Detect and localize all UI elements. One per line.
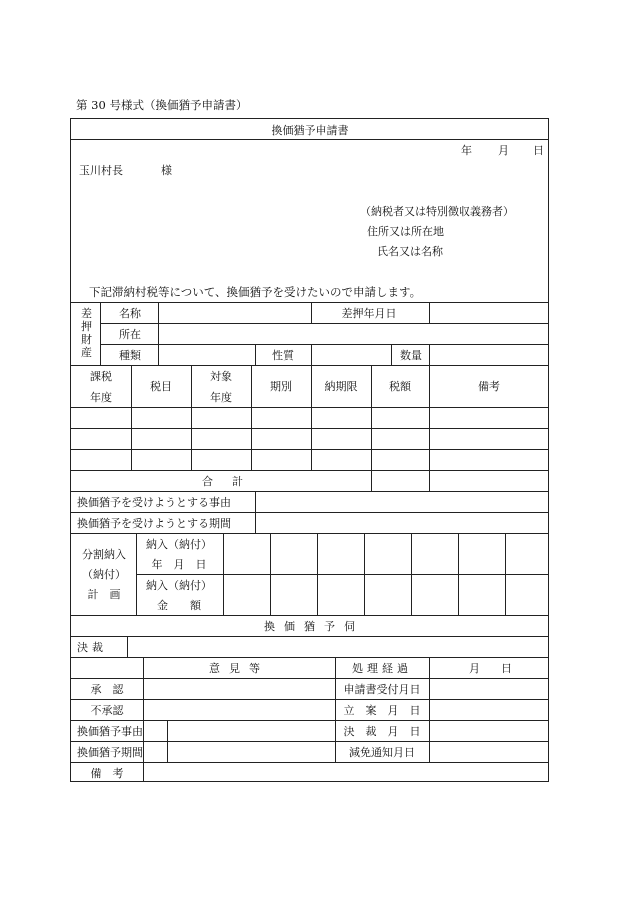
property-kind-label: 種類 xyxy=(119,349,141,362)
property-kind-input[interactable] xyxy=(159,345,254,365)
process-month-label: 月 xyxy=(469,662,480,675)
total-label-1: 合 xyxy=(202,475,213,488)
disapprove-opinion-input[interactable] xyxy=(144,700,334,720)
tax-row-1[interactable] xyxy=(72,408,548,428)
header-tax-amount: 税額 xyxy=(389,380,411,393)
decision-date-input[interactable] xyxy=(430,721,547,741)
draft-date-input[interactable] xyxy=(430,700,547,720)
property-nature-label: 性質 xyxy=(272,349,294,362)
header-tax-year-line2: 年度 xyxy=(90,391,112,404)
process-day-label: 日 xyxy=(501,662,512,675)
application-received-date-input[interactable] xyxy=(430,679,547,699)
form-title: 換価猶予申請書 xyxy=(271,124,349,137)
property-name-input[interactable] xyxy=(159,303,310,323)
applicant-role: （納税者又は特別徴収義務者） xyxy=(360,205,514,218)
application-form xyxy=(70,118,549,782)
header-target-year-line2: 年度 xyxy=(210,391,232,404)
exemption-notice-date-input[interactable] xyxy=(430,742,547,762)
tax-row-3[interactable] xyxy=(72,450,548,470)
decision-label: 決裁 xyxy=(77,641,107,654)
seizure-date-label: 差押年月日 xyxy=(341,307,397,320)
header-due-date: 納期限 xyxy=(324,380,358,393)
payment-amount-line2: 金 額 xyxy=(157,599,201,612)
reason-input[interactable] xyxy=(256,492,547,512)
postponement-reason-input[interactable] xyxy=(168,721,334,741)
process-row-4-label: 減免通知月日 xyxy=(349,746,415,759)
addressee-honorific: 様 xyxy=(161,164,172,177)
total-amount-input[interactable] xyxy=(372,471,428,491)
postponement-period-label: 換価猶予期間 xyxy=(77,746,143,759)
process-row-3-label: 決 裁 月 日 xyxy=(343,725,421,738)
header-target-year-line1: 対象 xyxy=(210,370,232,383)
installment-date-row[interactable] xyxy=(224,534,548,574)
date-month-label: 月 xyxy=(498,144,509,157)
opinion-label: 意見等 xyxy=(209,662,269,675)
property-name-label: 名称 xyxy=(119,307,141,320)
installment-plan-line2: （納付） xyxy=(82,568,126,581)
header-tax-item: 税目 xyxy=(150,380,172,393)
tax-row-2[interactable] xyxy=(72,429,548,449)
installment-plan-line3: 計 画 xyxy=(87,588,121,601)
payment-date-line2: 年 月 日 xyxy=(151,558,207,571)
property-location-input[interactable] xyxy=(159,324,547,344)
installment-plan-line1: 分割納入 xyxy=(82,548,126,561)
period-label: 換価猶予を受けようとする期間 xyxy=(77,517,231,530)
property-nature-input[interactable] xyxy=(312,345,390,365)
bottom-remarks-label: 備 考 xyxy=(90,767,124,780)
application-statement: 下記滞納村税等について、換価猶予を受けたいので申請します。 xyxy=(89,285,422,299)
postponement-period-input[interactable] xyxy=(168,742,334,762)
approve-label: 承 認 xyxy=(90,683,124,696)
postponement-reason-label: 換価猶予事由 xyxy=(77,725,143,738)
approve-opinion-input[interactable] xyxy=(144,679,334,699)
header-period: 期別 xyxy=(270,380,292,393)
date-day-label: 日 xyxy=(533,144,544,157)
seized-property-label: 差 押 財 産 xyxy=(81,307,92,359)
property-quantity-label: 数量 xyxy=(400,349,422,362)
header-remarks: 備考 xyxy=(478,380,500,393)
decision-input[interactable] xyxy=(128,637,547,657)
payment-amount-line1: 納入（納付） xyxy=(146,579,212,592)
property-location-label: 所在 xyxy=(119,328,141,341)
property-quantity-input[interactable] xyxy=(430,345,547,365)
period-input[interactable] xyxy=(256,513,547,533)
reason-label: 換価猶予を受けようとする事由 xyxy=(77,496,231,509)
form-number: 第 30 号様式（換価猶予申請書） xyxy=(76,98,248,112)
inquiry-header: 換価猶予伺 xyxy=(264,620,364,633)
process-row-2-label: 立 案 月 日 xyxy=(343,704,421,717)
date-year-label: 年 xyxy=(461,144,472,157)
seizure-date-input[interactable] xyxy=(430,303,547,323)
applicant-name-label: 氏名又は名称 xyxy=(377,245,443,258)
process-row-1-label: 申請書受付月日 xyxy=(343,683,421,696)
bottom-remarks-input[interactable] xyxy=(144,763,547,781)
header-tax-year-line1: 課税 xyxy=(90,370,112,383)
disapprove-label: 不承認 xyxy=(90,704,124,717)
total-label-2: 計 xyxy=(232,475,243,488)
payment-date-line1: 納入（納付） xyxy=(146,538,212,551)
installment-amount-row[interactable] xyxy=(224,575,548,615)
process-label: 処理経過 xyxy=(352,662,412,675)
addressee-name: 玉川村長 xyxy=(79,164,123,177)
applicant-address-label: 住所又は所在地 xyxy=(367,225,444,238)
